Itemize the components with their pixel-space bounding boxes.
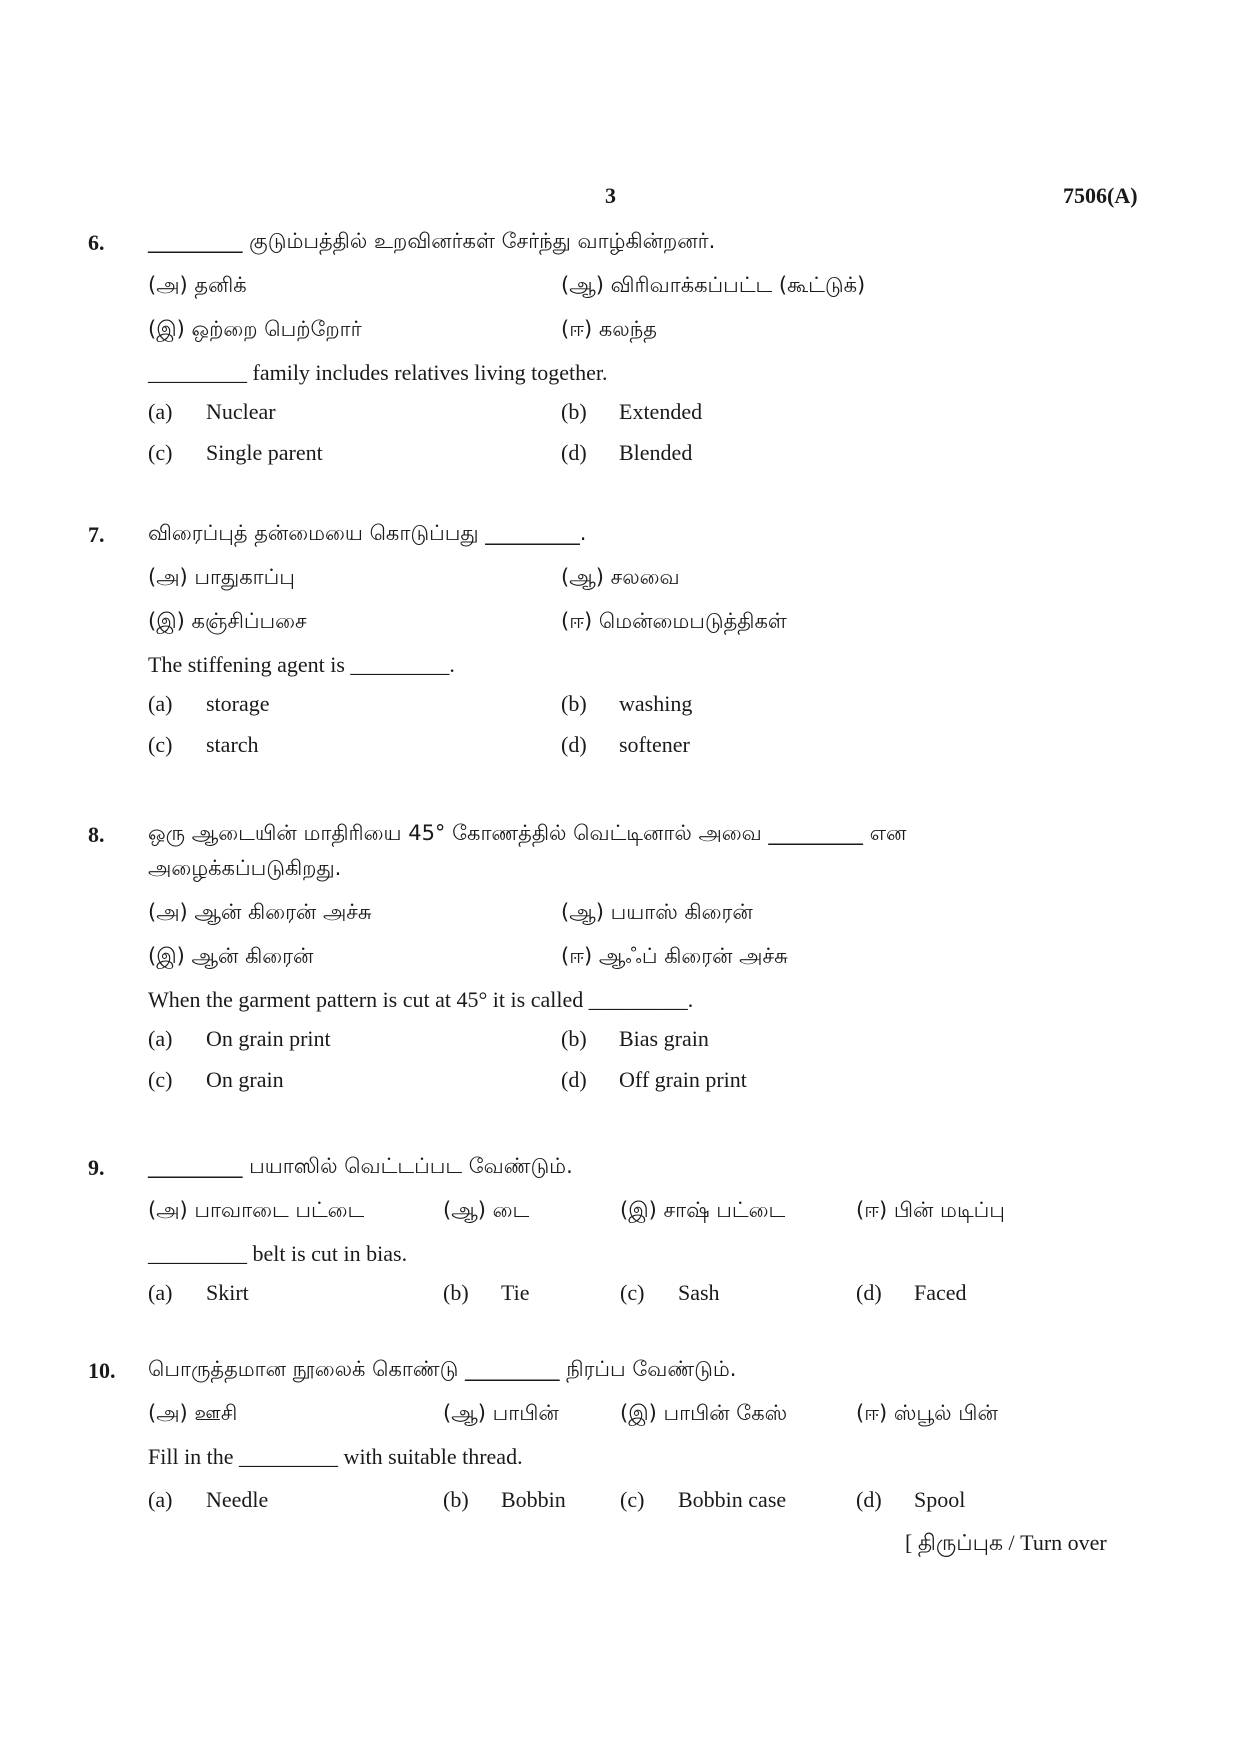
english-option-c — [148, 438, 323, 468]
option-label: (a) — [148, 1280, 173, 1305]
option-label: (a) — [148, 691, 173, 716]
tamil-option-d: (ஈ) பின் மடிப்பு — [856, 1198, 1005, 1222]
english-option-d — [856, 1485, 965, 1515]
option-text: Single parent — [206, 440, 323, 465]
option-text: storage — [206, 691, 270, 716]
question-number: 7. — [88, 522, 105, 547]
english-option-a — [148, 1485, 268, 1515]
option-label: (b) — [443, 1280, 469, 1305]
option-text: starch — [206, 732, 259, 757]
option-text: Bias grain — [619, 1026, 709, 1051]
english-option-c — [620, 1278, 720, 1308]
turn-over-note: [ திருப்புக / Turn over — [905, 1530, 1107, 1555]
tamil-option-c: (இ) ஒற்றை பெற்றோர் — [148, 317, 362, 341]
option-text: On grain — [206, 1067, 284, 1092]
option-label: (b) — [561, 399, 587, 424]
tamil-option-d: (ஈ) ஆஃப் கிரைன் அச்சு — [561, 944, 788, 968]
option-label: (d) — [561, 440, 587, 465]
tamil-option-a: (அ) பாதுகாப்பு — [148, 565, 295, 589]
english-option-a — [148, 1024, 331, 1054]
english-option-b — [561, 689, 692, 719]
option-text: Needle — [206, 1487, 269, 1512]
option-text: Bobbin case — [678, 1487, 787, 1512]
tamil-question: _________ குடும்பத்தில் உறவினர்கள் சேர்ந்து வாழ்கின்றனர். — [148, 229, 716, 253]
tamil-question-line-1: ஒரு ஆடையின் மாதிரியை 45° கோணத்தில் வெட்டினால் அவை _________ என — [148, 821, 907, 845]
english-option-d — [561, 1065, 747, 1095]
tamil-option-b: (ஆ) டை — [443, 1198, 530, 1222]
tamil-option-d: (ஈ) மென்மைபடுத்திகள் — [561, 609, 787, 633]
option-text: Extended — [619, 399, 703, 424]
english-question: When the garment pattern is cut at 45° it is called _________. — [148, 987, 694, 1012]
tamil-option-c: (இ) கஞ்சிப்பசை — [148, 609, 307, 633]
option-label: (d) — [561, 732, 587, 757]
english-question: Fill in the _________ with suitable thread. — [148, 1444, 523, 1469]
option-text: softener — [619, 732, 690, 757]
tamil-option-b: (ஆ) விரிவாக்கப்பட்ட (கூட்டுக்) — [561, 273, 866, 297]
option-label: (a) — [148, 399, 173, 424]
tamil-option-c: (இ) பாபின் கேஸ் — [620, 1401, 788, 1425]
option-text: Nuclear — [206, 399, 276, 424]
english-option-c — [148, 1065, 284, 1095]
question-number: 8. — [88, 822, 105, 847]
english-question: _________ family includes relatives living together. — [148, 360, 608, 385]
option-text: Bobbin — [501, 1487, 566, 1512]
tamil-option-a: (அ) ஆன் கிரைன் அச்சு — [148, 900, 372, 924]
option-label: (d) — [856, 1487, 882, 1512]
tamil-question: பொருத்தமான நூலைக் கொண்டு _________ நிரப்ப வேண்டும். — [148, 1357, 737, 1381]
tamil-question: _________ பயாஸில் வெட்டப்பட வேண்டும். — [148, 1154, 573, 1178]
option-text: Blended — [619, 440, 693, 465]
tamil-option-c: (இ) ஆன் கிரைன் — [148, 944, 314, 968]
option-label: (c) — [148, 732, 173, 757]
tamil-option-a: (அ) தனிக் — [148, 273, 247, 297]
option-label: (a) — [148, 1487, 173, 1512]
english-option-a — [148, 397, 276, 427]
english-question: _________ belt is cut in bias. — [148, 1241, 408, 1266]
option-label: (b) — [561, 691, 587, 716]
question-number: 9. — [88, 1155, 105, 1180]
option-label: (d) — [856, 1280, 882, 1305]
question-number: 10. — [88, 1358, 116, 1383]
english-question: The stiffening agent is _________. — [148, 652, 455, 677]
option-label: (c) — [620, 1487, 645, 1512]
option-text: Spool — [914, 1487, 966, 1512]
option-text: Sash — [678, 1280, 720, 1305]
option-label: (a) — [148, 1026, 173, 1051]
english-option-b — [561, 1024, 709, 1054]
option-label: (b) — [561, 1026, 587, 1051]
option-text: washing — [619, 691, 693, 716]
english-option-d — [856, 1278, 967, 1308]
english-option-b — [561, 397, 702, 427]
english-option-a — [148, 689, 270, 719]
option-text: Faced — [914, 1280, 967, 1305]
english-option-c — [620, 1485, 786, 1515]
tamil-option-a: (அ) பாவாடை பட்டை — [148, 1198, 365, 1222]
tamil-option-b: (ஆ) பயாஸ் கிரைன் — [561, 900, 753, 924]
option-label: (c) — [620, 1280, 645, 1305]
question-number: 6. — [88, 230, 105, 255]
option-text: On grain print — [206, 1026, 331, 1051]
english-option-b — [443, 1278, 530, 1308]
option-text: Off grain print — [619, 1067, 747, 1092]
option-label: (d) — [561, 1067, 587, 1092]
tamil-option-c: (இ) சாஷ் பட்டை — [620, 1198, 786, 1222]
tamil-option-b: (ஆ) சலவை — [561, 565, 680, 589]
tamil-option-d: (ஈ) கலந்த — [561, 317, 657, 341]
tamil-question-line-2: அழைக்கப்படுகிறது. — [148, 856, 342, 880]
option-text: Tie — [501, 1280, 530, 1305]
tamil-option-a: (அ) ஊசி — [148, 1401, 238, 1425]
english-option-a — [148, 1278, 249, 1308]
english-option-d — [561, 730, 690, 760]
option-label: (c) — [148, 440, 173, 465]
tamil-option-d: (ஈ) ஸ்பூல் பின் — [856, 1401, 998, 1425]
option-label: (c) — [148, 1067, 173, 1092]
option-label: (b) — [443, 1487, 469, 1512]
english-option-b — [443, 1485, 566, 1515]
page-number: 3 — [605, 183, 616, 208]
english-option-c — [148, 730, 259, 760]
option-text: Skirt — [206, 1280, 249, 1305]
english-option-d — [561, 438, 692, 468]
paper-code: 7506(A) — [1063, 183, 1138, 208]
tamil-option-b: (ஆ) பாபின் — [443, 1401, 559, 1425]
tamil-question: விரைப்புத் தன்மையை கொடுப்பது _________. — [148, 521, 587, 545]
